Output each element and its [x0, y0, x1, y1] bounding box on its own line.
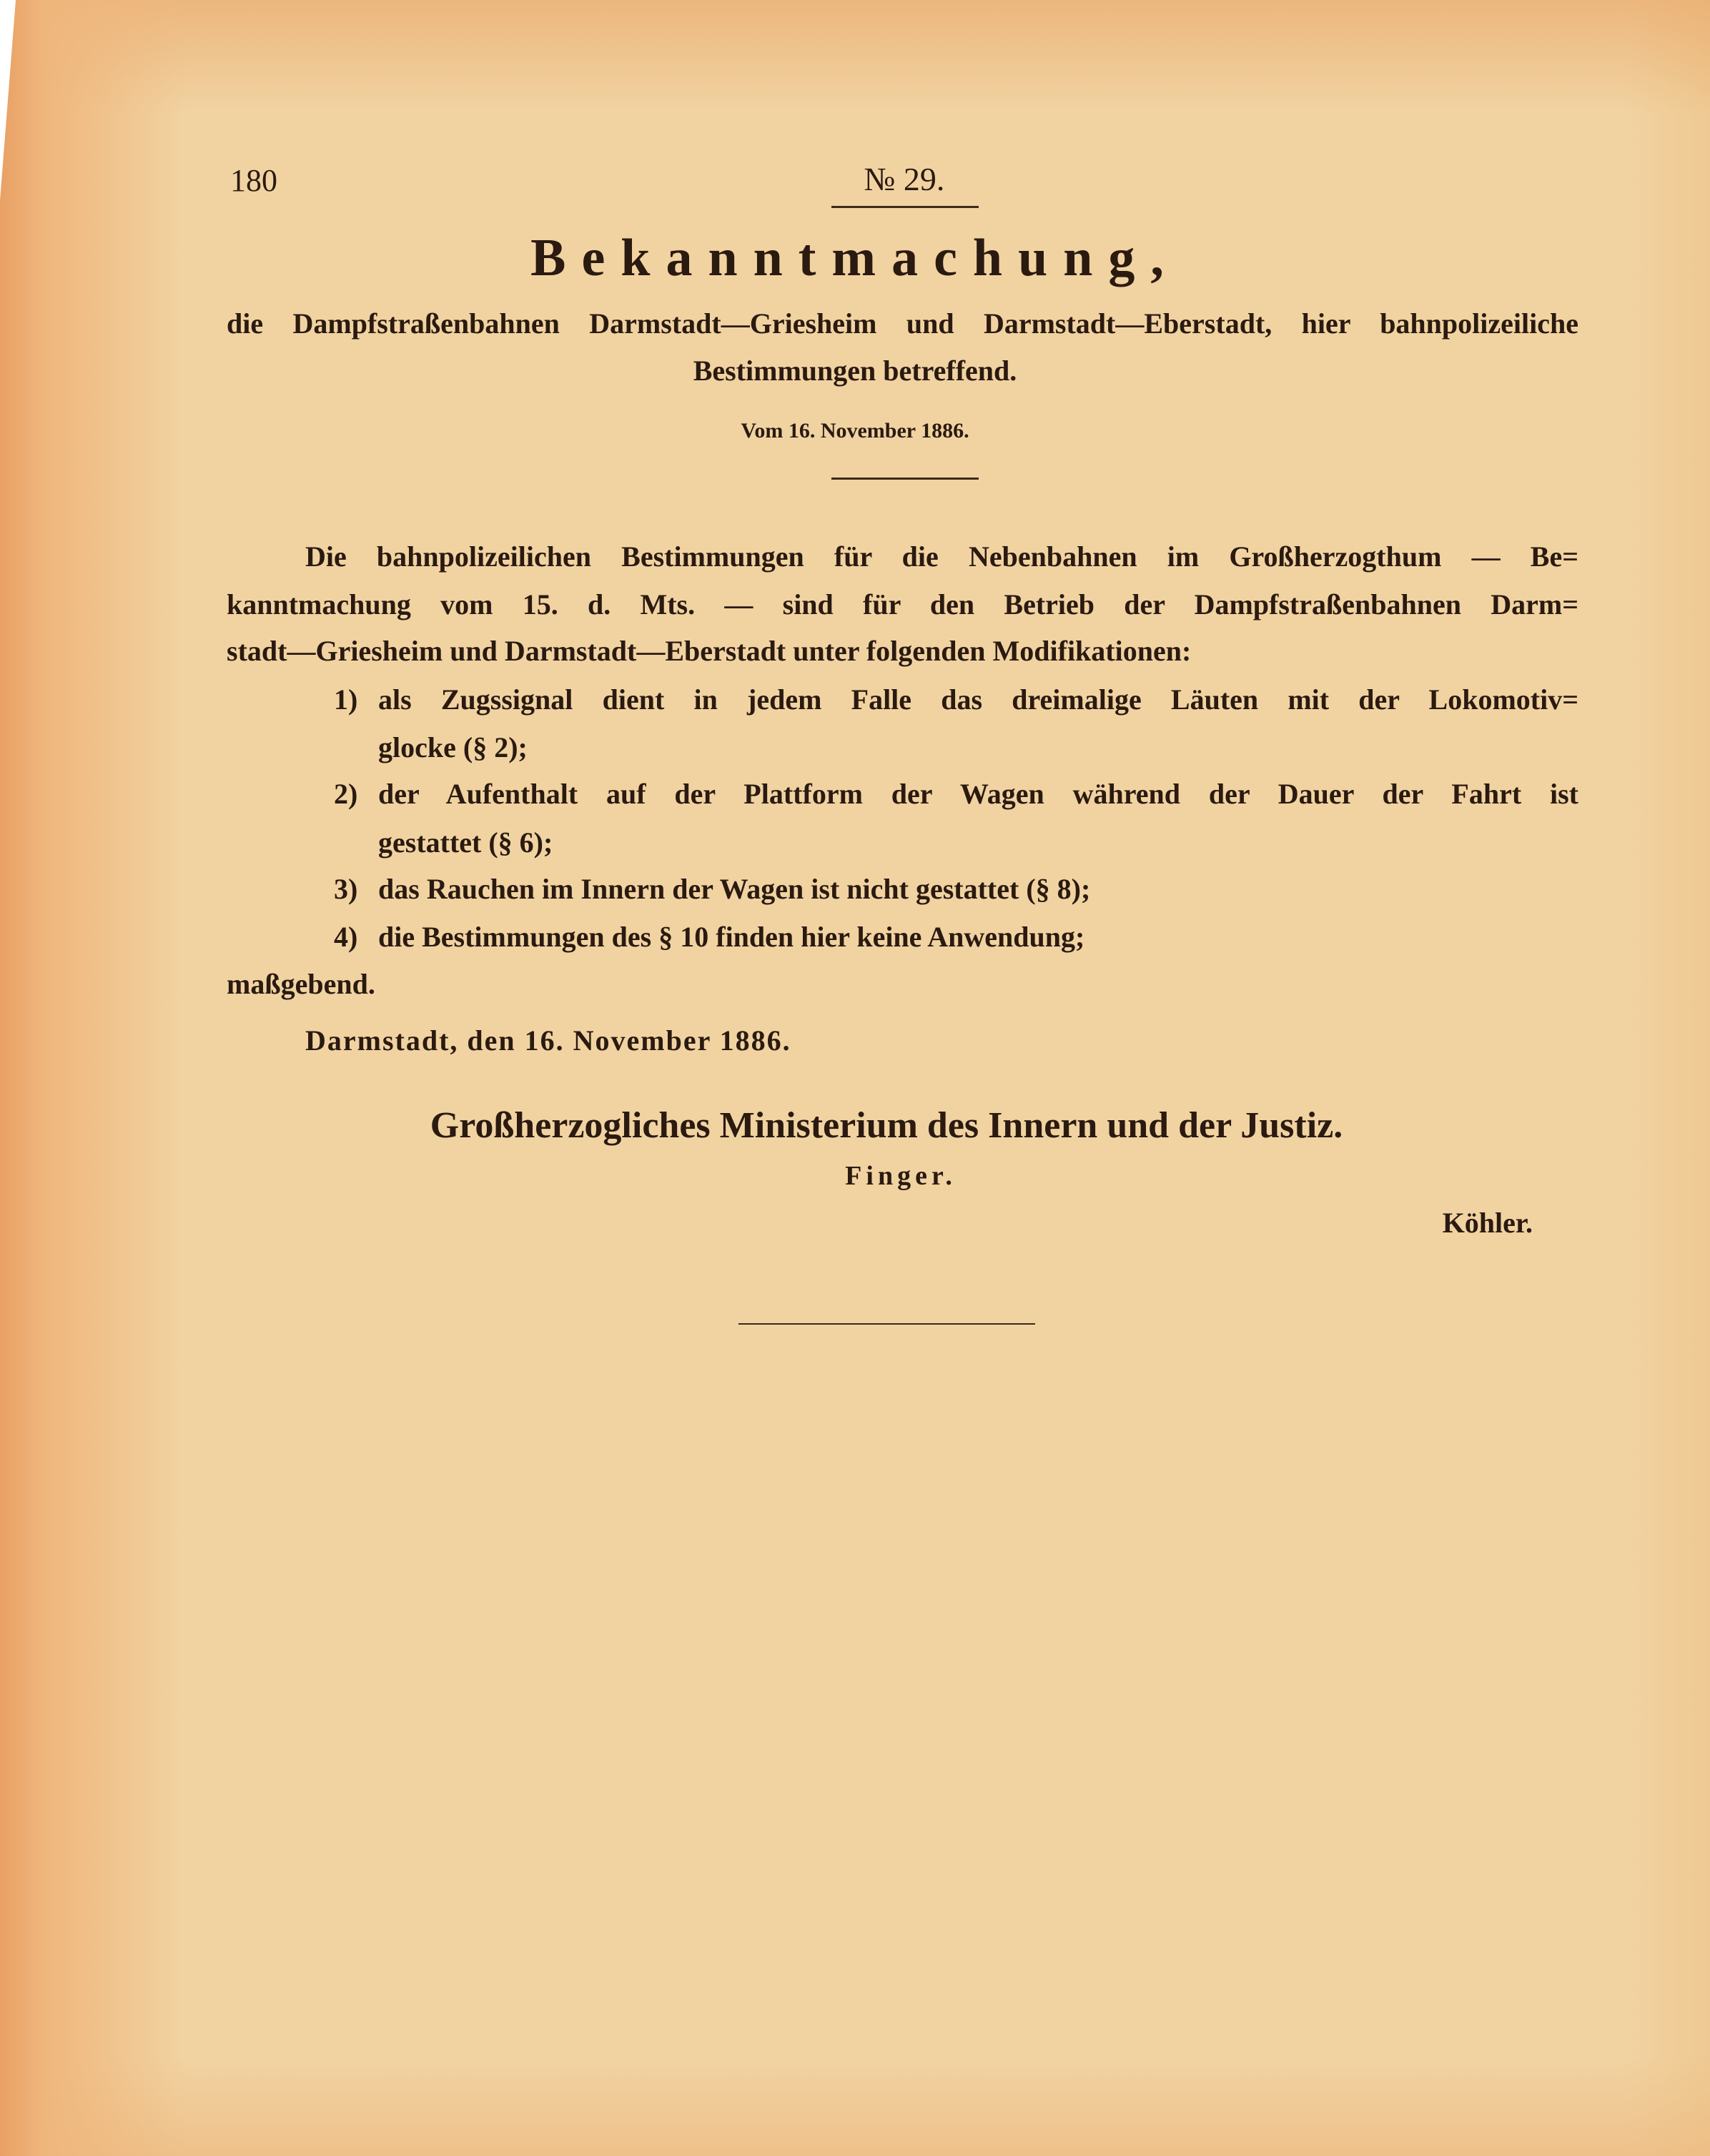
ministry-name: Großherzogliches Ministerium des Innern und der Justiz. — [430, 1105, 1343, 1146]
item-number-2: 2) — [334, 778, 358, 810]
item-2-line-1: der Aufenthalt auf der Plattform der Wagen während der Dauer der Fahrt ist — [378, 778, 1578, 810]
item-number-3: 3) — [334, 873, 358, 905]
item-1-line-2: glocke (§ 2); — [378, 731, 528, 763]
place-date: Darmstadt, den 16. November 1886. — [305, 1024, 791, 1057]
torn-corner — [0, 0, 16, 200]
end-rule — [738, 1323, 1035, 1325]
item-2-line-2: gestattet (§ 6); — [378, 826, 553, 859]
item-number-1: 1) — [334, 683, 358, 716]
paragraph-line-2: kanntmachung vom 15. d. Mts. — sind für den Betrieb der Dampfstraßenbahnen Darm= — [227, 588, 1578, 620]
item-number-4: 4) — [334, 921, 358, 953]
signature-finger: Finger. — [845, 1161, 957, 1191]
signature-koehler: Köhler. — [1442, 1207, 1533, 1239]
document-title: Bekanntmachung, — [530, 229, 1180, 287]
item-3-line-1: das Rauchen im Innern der Wagen ist nicht gestattet (§ 8); — [378, 873, 1091, 905]
closing-word: maßgebend. — [227, 968, 375, 1000]
issue-number: № 29. — [864, 161, 945, 197]
paragraph-line-3: stadt—Griesheim und Darmstadt—Eberstadt unter folgenden Modifikationen: — [227, 635, 1192, 667]
paragraph-line-1: Die bahnpolizeilichen Bestimmungen für die Nebenbahnen im Großherzogthum — Be= — [305, 540, 1578, 573]
subtitle-line-1: die Dampfstraßenbahnen Darmstadt—Griesheim und Darmstadt—Eberstadt, hier bahnpolizeiliche — [227, 307, 1578, 340]
title-rule — [831, 478, 979, 480]
page-number: 180 — [230, 163, 277, 198]
date-line: Vom 16. November 1886. — [741, 419, 969, 442]
item-4-line-1: die Bestimmungen des § 10 finden hier keine Anwendung; — [378, 921, 1085, 953]
subtitle-line-2: Bestimmungen betreffend. — [693, 355, 1017, 387]
item-1-line-1: als Zugssignal dient in jedem Falle das dreimalige Läuten mit der Lokomotiv= — [378, 683, 1578, 716]
header-rule — [831, 206, 979, 208]
